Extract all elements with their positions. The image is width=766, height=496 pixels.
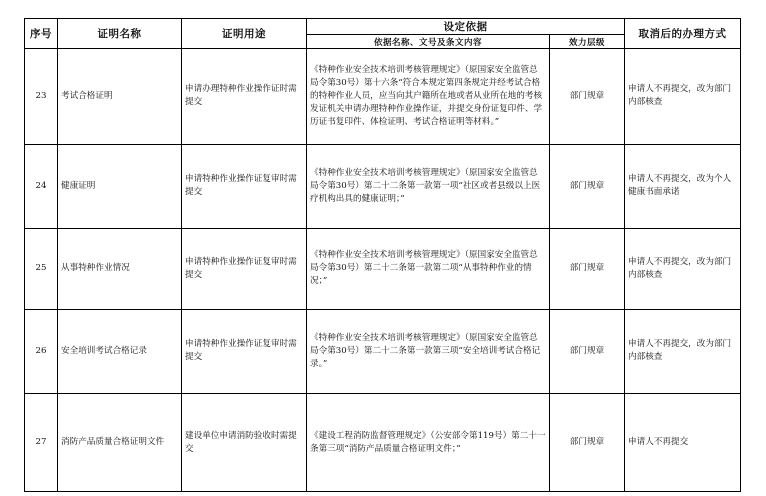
header-cert-name: 证明名称: [58, 19, 182, 49]
table-row: [25, 394, 741, 492]
header-basis: 设定依据: [307, 19, 625, 35]
row-basis: 《特种作业安全技术培训考核管理规定》（原国家安全监管总局令第30号）第十六条“符合本规定第四条规定并经考试合格的特种作业人员，应当向其户籍所在地或者从业所在地的考核发证机关申请办理特种作业操作证，并提交身份证复印件、学历证书复印件、体检证明、考试合格证明等材料。”: [307, 49, 550, 145]
row-basis: 《特种作业安全技术培训考核管理规定》（原国家安全监管总局令第30号）第二十二条第一款第一项“社区或者县级以上医疗机构出具的健康证明；”: [307, 144, 550, 229]
row-basis: 《建设工程消防监督管理规定》（公安部令第119号）第二十一条第三项“消防产品质量合格证明文件；”: [307, 394, 550, 492]
row-seq: 25: [25, 229, 58, 309]
row-cert-use: 申请特种作业操作证复审时需提交: [182, 309, 307, 394]
row-cert-name: 消防产品质量合格证明文件: [58, 394, 182, 492]
row-effect-level: 部门规章: [550, 49, 625, 145]
table-row: [25, 229, 741, 309]
row-cert-use: 申请特种作业操作证复审时需提交: [182, 144, 307, 229]
row-effect-level: 部门规章: [550, 309, 625, 394]
row-handling: 申请人不再提交: [625, 394, 741, 492]
row-handling: 申请人不再提交，改为个人健康书面承诺: [625, 144, 741, 229]
row-seq: 24: [25, 144, 58, 229]
row-seq: 27: [25, 394, 58, 492]
row-basis: 《特种作业安全技术培训考核管理规定》（原国家安全监管总局令第30号）第二十二条第一款第二项“从事特种作业的情况；”: [307, 229, 550, 309]
row-cert-use: 申请特种作业操作证复审时需提交: [182, 229, 307, 309]
row-cert-use: 建设单位申请消防验收时需提交: [182, 394, 307, 492]
row-effect-level: 部门规章: [550, 394, 625, 492]
row-cert-name: 安全培训考试合格记录: [58, 309, 182, 394]
header-basis-name: 依据名称、文号及条文内容: [307, 35, 550, 49]
row-cert-name: 从事特种作业情况: [58, 229, 182, 309]
certificate-table: [24, 18, 741, 492]
row-seq: 26: [25, 309, 58, 394]
header-cert-use: 证明用途: [182, 19, 307, 49]
row-cert-name: 健康证明: [58, 144, 182, 229]
row-cert-name: 考试合格证明: [58, 49, 182, 145]
table-header: [25, 19, 741, 49]
table-row: [25, 309, 741, 394]
header-effect-level: 效力层级: [550, 35, 625, 49]
header-handling: 取消后的办理方式: [625, 19, 741, 49]
row-handling: 申请人不再提交，改为部门内部核查: [625, 49, 741, 145]
row-effect-level: 部门规章: [550, 229, 625, 309]
table-row: [25, 144, 741, 229]
header-seq: 序号: [25, 19, 58, 49]
row-cert-use: 申请办理特种作业操作证时需提交: [182, 49, 307, 145]
table-body: [25, 49, 741, 492]
table-row: [25, 49, 741, 145]
row-handling: 申请人不再提交，改为部门内部核查: [625, 229, 741, 309]
row-handling: 申请人不再提交，改为部门内部核查: [625, 309, 741, 394]
row-basis: 《特种作业安全技术培训考核管理规定》（原国家安全监管总局令第30号）第二十二条第一款第三项“安全培训考试合格记录。”: [307, 309, 550, 394]
row-seq: 23: [25, 49, 58, 145]
row-effect-level: 部门规章: [550, 144, 625, 229]
